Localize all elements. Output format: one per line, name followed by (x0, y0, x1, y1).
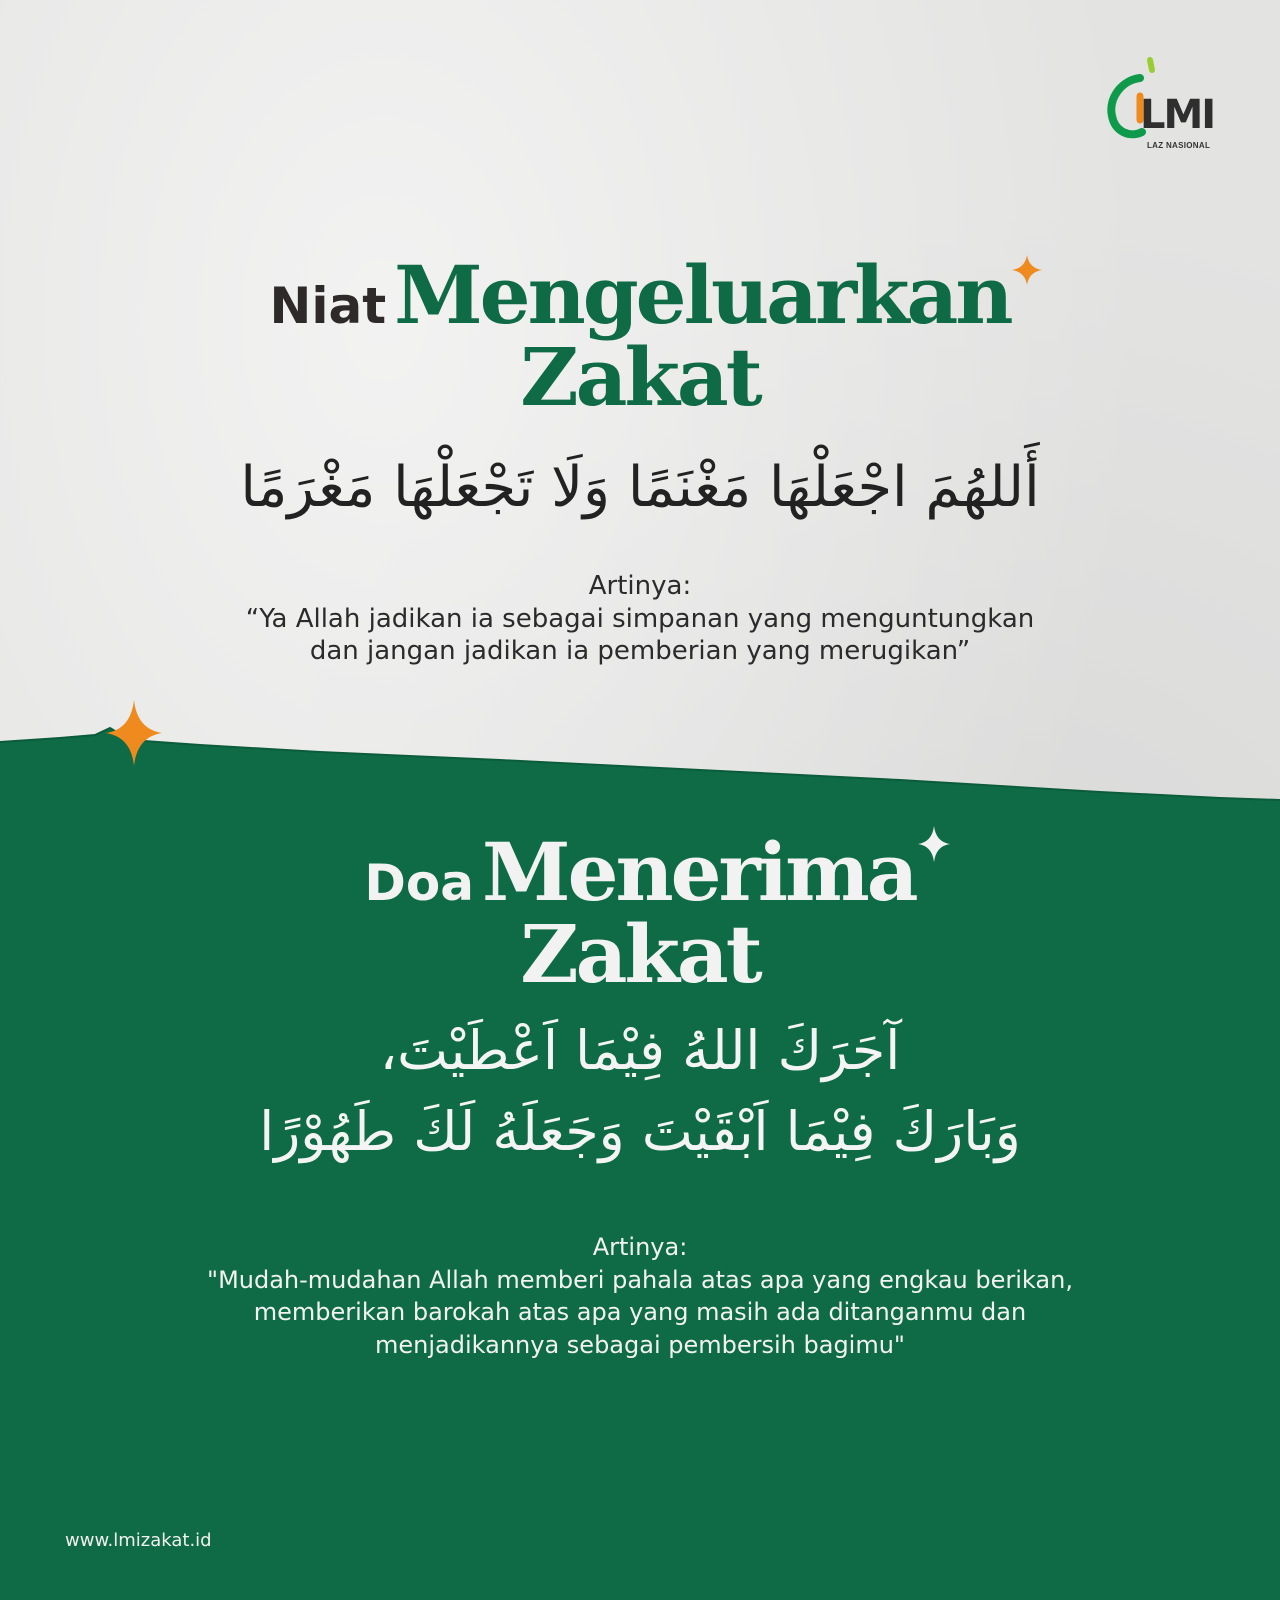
heading-zakat: Zakat (520, 330, 760, 424)
meaning-line: "Mudah-mudahan Allah memberi pahala atas apa yang engkau berikan, (207, 1265, 1073, 1294)
doa-arabic-text (0, 1010, 1280, 1172)
heading-prefix: Doa (364, 854, 475, 912)
meaning-label: Artinya: (588, 571, 692, 601)
meaning-line: menjadikannya sebagai pembersih bagimu" (375, 1330, 905, 1359)
meaning-line: memberikan barokah atas apa yang masih ada ditanganmu dan (253, 1298, 1027, 1327)
heading-zakat: Zakat (520, 907, 760, 1001)
doa-meaning (0, 1231, 1280, 1362)
niat-meaning (0, 570, 1280, 668)
doa-heading (0, 825, 1280, 1001)
website-link[interactable]: www.lmizakat.id (65, 1530, 212, 1551)
heading-prefix: Niat (269, 277, 387, 335)
niat-arabic-text: أَللهُمَ اجْعَلْهَا مَغْنَمًا وَلَا تَجْعَلْهَا مَغْرَمًا (240, 455, 1040, 520)
heading-main: Mengeluarkan (394, 248, 1011, 342)
meaning-line: dan jangan jadikan ia pemberian yang merugikan” (309, 636, 971, 666)
logo-subtitle: LAZ NASIONAL (1147, 141, 1211, 150)
arabic-line: آجَرَكَ اللهُ فِيْمَا اَعْطَيْتَ، (379, 1019, 901, 1082)
meaning-line: “Ya Allah jadikan ia sebagai simpanan yang menguntungkan (245, 603, 1035, 634)
sparkle-icon (106, 700, 162, 766)
heading-main: Menerima (482, 825, 916, 919)
sparkle-icon (1012, 255, 1042, 285)
logo-wordmark: LMI (1140, 92, 1215, 138)
sparkle-icon (918, 826, 950, 862)
meaning-label: Artinya: (592, 1233, 688, 1261)
niat-heading (0, 248, 1280, 424)
arabic-line: وَبَارَكَ فِيْمَا اَبْقَيْتَ وَجَعَلَهُ لَكَ طَهُوْرًا (259, 1100, 1021, 1163)
